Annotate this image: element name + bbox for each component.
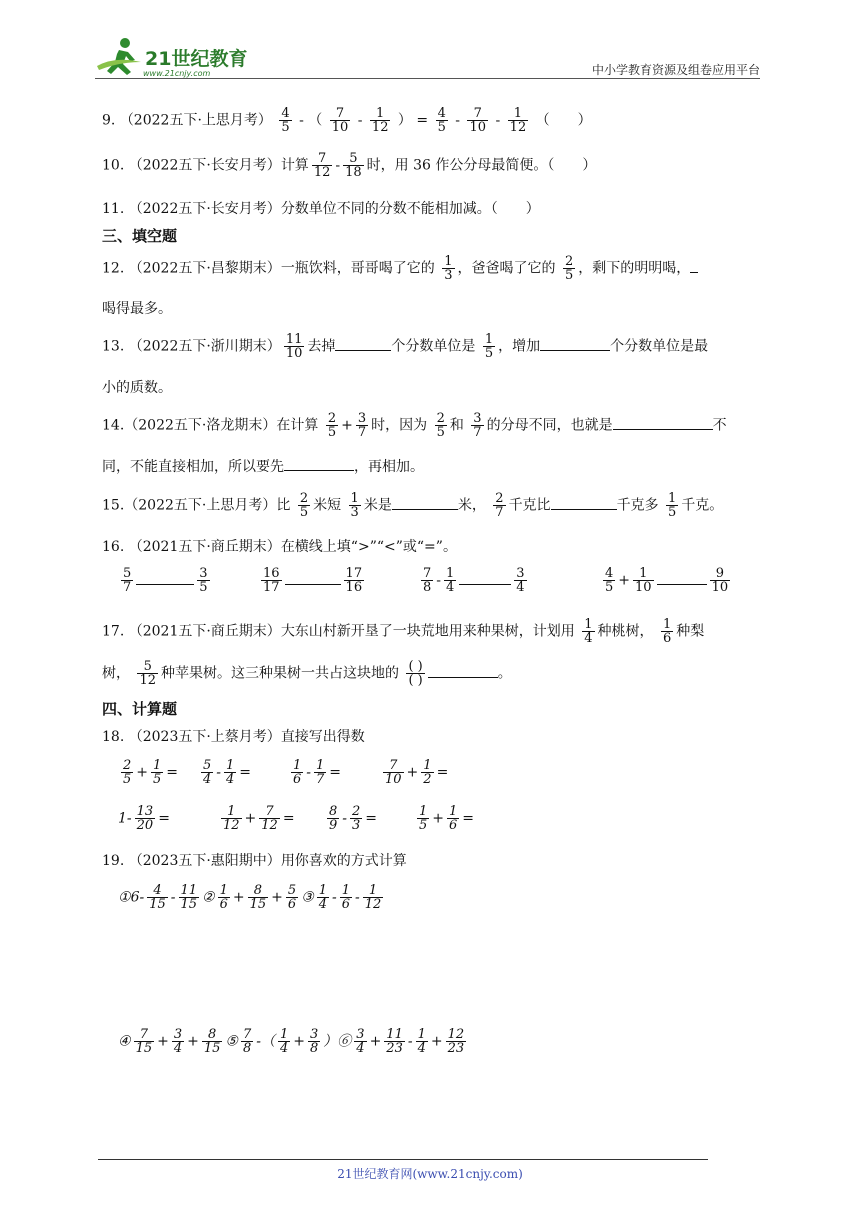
calc-item: $\frac{1}{12}$ + $\frac{7}{12}$ =	[223, 804, 295, 833]
section-fill-blank-title: 三、填空题	[102, 227, 178, 245]
answer-blank[interactable]	[657, 584, 707, 585]
fraction: $\frac{11}{10}$	[285, 332, 303, 361]
fraction: $\frac{2}{5}$	[327, 411, 337, 440]
fraction: $\frac{4}{5}$	[281, 106, 290, 135]
fraction: $\frac{2}{5}$	[436, 411, 445, 440]
question-11: 11. （2022五下·长安月考）分数单位不同的分数不能相加减。（ ）	[102, 201, 540, 217]
logo-url: www.21cnjy.com	[143, 69, 211, 78]
calc-item: $\frac{8}{9}$ - $\frac{2}{3}$ =	[329, 804, 378, 833]
fraction: $\frac{1}{12}$	[509, 106, 527, 135]
fraction: $\frac{7}{12}$	[313, 151, 331, 180]
calc-expr-row-2	[118, 1028, 758, 1068]
footer-link[interactable]: 21世纪教育网(www.21cnjy.com)	[337, 1167, 523, 1181]
compare-item: $\frac{16}{17}$ $\frac{17}{16}$	[263, 566, 363, 595]
header-platform-text: 中小学教育资源及组卷应用平台	[591, 63, 760, 77]
fraction: $\frac{1}{12}$	[371, 106, 389, 135]
oral-calc-row-2	[118, 805, 758, 845]
answer-blank[interactable]	[136, 584, 194, 585]
calc-item: $\frac{5}{4}$ - $\frac{1}{4}$ =	[203, 758, 252, 787]
calc-expressions: ①6- $\frac{4}{15}$ - $\frac{11}{15}$ ② $\frac{1}{6}$ + $\frac{8}{15}$ + $\frac{5}{6}$ ③ $\frac{1}{4}$ - $\frac{1}{6}$ - $\frac{1}{12}$	[118, 883, 382, 912]
compare-item: $\frac{4}{5}$ + $\frac{1}{10}$ $\frac{9}{10}$	[605, 566, 729, 595]
fraction: $\frac{1}{5}$	[484, 332, 494, 361]
answer-blank[interactable]	[428, 677, 498, 678]
fraction: $\frac{2}{7}$	[495, 491, 504, 520]
fraction: $\frac{3}{7}$	[357, 411, 367, 440]
header-divider	[95, 78, 760, 79]
calc-item: $\frac{7}{10}$ + $\frac{1}{2}$ =	[385, 758, 449, 787]
question-14-cont: 同，不能直接相加，所以要先 ，再相加。	[102, 459, 424, 475]
question-13-cont: 小的质数。	[102, 380, 172, 396]
fraction: $\frac{1}{5}$	[668, 491, 677, 520]
fraction: $\frac{2}{5}$	[565, 254, 574, 283]
runner-logo-icon	[95, 36, 143, 80]
question-16: 16. （2021五下·商丘期末）在横线上填“>”“<”或“=”。	[102, 539, 457, 555]
question-10: 10. （2022五下·长安月考）计算 $\frac{7}{12}$ - $\frac{5}{18}$ 时，用 36 作公分母最简便。（ ）	[102, 151, 597, 180]
oral-calc-row-1	[118, 759, 758, 799]
question-17: 17. （2021五下·商丘期末）大东山村新开垦了一块荒地用来种果树，计划用 $\frac{1}{4}$ 种桃树， $\frac{1}{6}$ 种梨	[102, 617, 705, 646]
fraction: $\frac{7}{10}$	[331, 106, 349, 135]
answer-blank[interactable]	[284, 470, 354, 471]
answer-blank[interactable]	[690, 272, 698, 273]
fraction: $\frac{5}{18}$	[345, 151, 362, 180]
answer-blank[interactable]	[392, 509, 458, 510]
question-17-cont: 树， $\frac{5}{12}$ 种苹果树。这三种果树一共占这块地的 $\frac{( )}{( )}$ 。	[102, 659, 512, 688]
logo-text: 21世纪教育	[145, 48, 248, 70]
calc-expr-row-1	[118, 884, 758, 924]
section-calc-title: 四、计算题	[102, 700, 178, 718]
answer-blank[interactable]	[540, 350, 610, 351]
question-14: 14.（2022五下·洛龙期末）在计算 $\frac{2}{5}$ + $\frac{3}{7}$ 时，因为 $\frac{2}{5}$ 和 $\frac{3}{7}$ 的分母不同，也就是 不	[102, 411, 727, 440]
answer-blank[interactable]	[459, 584, 511, 585]
question-9: 9. （2022五下·上思月考） $\frac{4}{5}$ - （ $\frac{7}{10}$ - $\frac{1}{12}$ ） = $\frac{4}{5}$ - $\frac{7}{10}$ - $\frac{1}{12}$ （ ）	[102, 106, 592, 135]
fraction: $\frac{5}{12}$	[139, 659, 156, 688]
compare-item: $\frac{7}{8}$ - $\frac{1}{4}$ $\frac{3}{4}$	[423, 566, 525, 595]
answer-blank[interactable]	[285, 584, 341, 585]
compare-row	[118, 567, 758, 607]
answer-blank[interactable]	[613, 429, 713, 430]
calc-item: $\frac{1}{6}$ - $\frac{1}{7}$ =	[293, 758, 342, 787]
footer-divider	[98, 1159, 708, 1160]
fraction: $\frac{1}{6}$	[663, 617, 672, 646]
question-15: 15.（2022五下·上思月考）比 $\frac{2}{5}$ 米短 $\frac{1}{3}$ 米是 米， $\frac{2}{7}$ 千克比 千克多 $\frac{1}{5}$ 千克。	[102, 491, 724, 520]
site-logo	[95, 36, 265, 80]
compare-item: $\frac{5}{7}$ $\frac{3}{5}$	[123, 566, 208, 595]
question-19: 19. （2023五下·惠阳期中）用你喜欢的方式计算	[102, 853, 407, 869]
fraction: $\frac{1}{3}$	[444, 254, 453, 283]
fraction: $\frac{2}{5}$	[299, 491, 309, 520]
calc-expressions: ④ $\frac{7}{15}$ + $\frac{3}{4}$ + $\frac{8}{15}$ ⑤ $\frac{7}{8}$ -（ $\frac{1}{4}$ + $\frac{3}{8}$ ）⑥ $\frac{3}{4}$ + $\frac{11}{23}$ - $\frac{1}{4}$ + $\frac{12}{23}$	[118, 1027, 465, 1056]
question-12-cont: 喝得最多。	[102, 301, 172, 317]
fraction: $\frac{1}{4}$	[584, 617, 593, 646]
question-18: 18. （2023五下·上蔡月考）直接写出得数	[102, 729, 365, 745]
question-13: 13. （2022五下·浙川期末） $\frac{11}{10}$ 去掉 个分数单位是 $\frac{1}{5}$ ，增加 个分数单位是最	[102, 332, 709, 361]
page-header	[95, 30, 760, 80]
answer-blank[interactable]	[335, 350, 391, 351]
fraction: $\frac{3}{7}$	[473, 411, 482, 440]
question-12: 12. （2022五下·昌黎期末）一瓶饮料，哥哥喝了它的 $\frac{1}{3}$ ，爸爸喝了它的 $\frac{2}{5}$ ，剩下的明明喝，	[102, 255, 764, 282]
fraction: $\frac{4}{5}$	[437, 106, 446, 135]
calc-item: $\frac{1}{5}$ + $\frac{1}{6}$ =	[419, 804, 475, 833]
fraction: $\frac{1}{3}$	[350, 491, 359, 520]
calc-item: 1- $\frac{13}{20}$ =	[118, 804, 170, 833]
fraction: $\frac{( )}{( )}$	[408, 659, 423, 688]
calc-item: $\frac{2}{5}$ + $\frac{1}{5}$ =	[123, 758, 179, 787]
answer-blank[interactable]	[551, 509, 617, 510]
fraction: $\frac{7}{10}$	[469, 106, 487, 135]
